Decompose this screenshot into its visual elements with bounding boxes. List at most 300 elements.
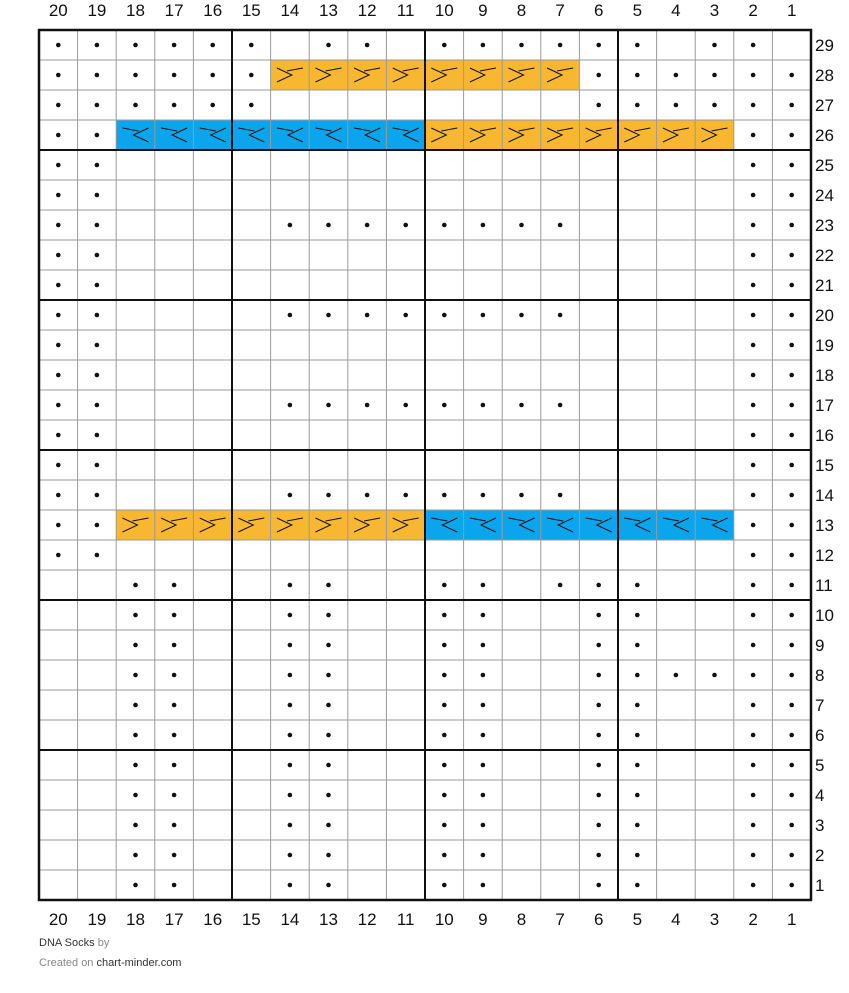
- purl-dot: [635, 643, 640, 648]
- row-label: 24: [815, 186, 834, 205]
- purl-dot: [210, 73, 215, 78]
- purl-dot: [172, 853, 177, 858]
- column-label-bottom: 6: [593, 910, 604, 929]
- cable-left-cell: [232, 120, 271, 150]
- row-label: 28: [815, 66, 834, 85]
- column-label-bottom: 11: [396, 910, 415, 929]
- purl-dot: [751, 583, 756, 588]
- purl-dot: [751, 733, 756, 738]
- purl-dot: [288, 493, 293, 498]
- purl-dot: [288, 223, 293, 228]
- created-prefix: Created on: [39, 957, 94, 969]
- row-label: 27: [815, 96, 834, 115]
- purl-dot: [481, 493, 486, 498]
- purl-dot: [56, 313, 61, 318]
- purl-dot: [56, 463, 61, 468]
- purl-dot: [95, 463, 100, 468]
- purl-dot: [326, 313, 331, 318]
- purl-dot: [596, 73, 601, 78]
- purl-dot: [95, 163, 100, 168]
- purl-dot: [789, 373, 794, 378]
- cable-right-cell: [193, 510, 232, 540]
- purl-dot: [635, 673, 640, 678]
- purl-dot: [288, 703, 293, 708]
- purl-dot: [596, 643, 601, 648]
- purl-dot: [56, 43, 61, 48]
- purl-dot: [288, 643, 293, 648]
- purl-dot: [558, 403, 563, 408]
- purl-dot: [326, 853, 331, 858]
- purl-dot: [596, 733, 601, 738]
- purl-dot: [481, 793, 486, 798]
- purl-dot: [751, 313, 756, 318]
- purl-dot: [172, 103, 177, 108]
- cable-left-cell: [386, 120, 425, 150]
- purl-dot: [519, 43, 524, 48]
- purl-dot: [442, 703, 447, 708]
- purl-dot: [751, 223, 756, 228]
- cable-left-cell: [579, 510, 618, 540]
- cable-right-cell: [464, 120, 503, 150]
- column-label-top: 11: [396, 1, 415, 20]
- purl-dot: [133, 643, 138, 648]
- row-label: 23: [815, 216, 834, 235]
- purl-dot: [712, 73, 717, 78]
- cable-right-cell: [425, 120, 464, 150]
- purl-dot: [751, 493, 756, 498]
- row-label: 25: [815, 156, 834, 175]
- cable-right-cell: [695, 120, 734, 150]
- column-label-bottom: 1: [786, 910, 797, 929]
- purl-dot: [751, 103, 756, 108]
- purl-dot: [481, 703, 486, 708]
- purl-dot: [635, 763, 640, 768]
- purl-dot: [674, 673, 679, 678]
- purl-dot: [751, 463, 756, 468]
- purl-dot: [789, 613, 794, 618]
- purl-dot: [789, 703, 794, 708]
- purl-dot: [288, 853, 293, 858]
- by-label: by: [97, 937, 110, 949]
- column-label-bottom: 15: [241, 910, 261, 929]
- column-label-bottom: 2: [748, 910, 758, 929]
- purl-dot: [596, 883, 601, 888]
- purl-dot: [326, 493, 331, 498]
- purl-dot: [442, 763, 447, 768]
- purl-dot: [172, 883, 177, 888]
- purl-dot: [326, 823, 331, 828]
- cable-right-cell: [386, 60, 425, 90]
- row-label: 29: [815, 36, 834, 55]
- purl-dot: [288, 823, 293, 828]
- row-label: 17: [815, 396, 834, 415]
- purl-dot: [596, 823, 601, 828]
- purl-dot: [288, 313, 293, 318]
- column-label-top: 7: [555, 1, 565, 20]
- purl-dot: [95, 253, 100, 258]
- row-label: 14: [815, 486, 834, 505]
- purl-dot: [789, 253, 794, 258]
- column-label-top: 4: [671, 1, 681, 20]
- purl-dot: [789, 763, 794, 768]
- purl-dot: [249, 103, 254, 108]
- purl-dot: [56, 343, 61, 348]
- purl-dot: [172, 613, 177, 618]
- column-label-top: 2: [748, 1, 758, 20]
- column-label-top: 6: [593, 1, 604, 20]
- purl-dot: [403, 223, 408, 228]
- column-label-top: 12: [357, 1, 377, 20]
- purl-dot: [95, 373, 100, 378]
- purl-dot: [365, 493, 370, 498]
- purl-dot: [172, 583, 177, 588]
- cable-left-cell: [464, 510, 503, 540]
- cable-left-cell: [502, 510, 541, 540]
- purl-dot: [789, 343, 794, 348]
- purl-dot: [789, 163, 794, 168]
- purl-dot: [442, 313, 447, 318]
- purl-dot: [133, 73, 138, 78]
- purl-dot: [789, 673, 794, 678]
- column-label-bottom: 16: [203, 910, 223, 929]
- purl-dot: [635, 823, 640, 828]
- column-label-top: 3: [709, 1, 720, 20]
- purl-dot: [326, 613, 331, 618]
- purl-dot: [56, 373, 61, 378]
- purl-dot: [635, 103, 640, 108]
- purl-dot: [288, 613, 293, 618]
- pattern-title: DNA Socks: [39, 937, 95, 949]
- purl-dot: [326, 673, 331, 678]
- purl-dot: [288, 583, 293, 588]
- purl-dot: [751, 253, 756, 258]
- cable-left-cell: [116, 120, 155, 150]
- purl-dot: [519, 493, 524, 498]
- purl-dot: [442, 673, 447, 678]
- column-label-bottom: 20: [48, 910, 68, 929]
- purl-dot: [635, 703, 640, 708]
- purl-dot: [442, 643, 447, 648]
- row-label: 15: [815, 456, 834, 475]
- purl-dot: [596, 703, 601, 708]
- purl-dot: [751, 43, 756, 48]
- purl-dot: [133, 103, 138, 108]
- cable-left-cell: [155, 120, 194, 150]
- cable-right-cell: [425, 60, 464, 90]
- cable-left-cell: [618, 510, 657, 540]
- purl-dot: [95, 43, 100, 48]
- column-label-top: 15: [241, 1, 261, 20]
- purl-dot: [519, 223, 524, 228]
- purl-dot: [326, 763, 331, 768]
- purl-dot: [635, 883, 640, 888]
- purl-dot: [95, 523, 100, 528]
- purl-dot: [56, 73, 61, 78]
- purl-dot: [442, 823, 447, 828]
- column-label-bottom: 5: [632, 910, 643, 929]
- row-label: 4: [815, 786, 825, 805]
- site-link[interactable]: chart-minder.com: [96, 957, 182, 969]
- purl-dot: [133, 883, 138, 888]
- purl-dot: [481, 43, 486, 48]
- cable-right-cell: [541, 120, 580, 150]
- purl-dot: [789, 733, 794, 738]
- purl-dot: [789, 73, 794, 78]
- column-label-bottom: 9: [478, 910, 488, 929]
- purl-dot: [481, 823, 486, 828]
- cable-left-cell: [425, 510, 464, 540]
- purl-dot: [596, 103, 601, 108]
- column-label-top: 19: [87, 1, 107, 20]
- cable-right-cell: [271, 510, 310, 540]
- row-label: 12: [815, 546, 834, 565]
- cable-right-cell: [618, 120, 657, 150]
- column-label-top: 17: [164, 1, 184, 20]
- purl-dot: [481, 223, 486, 228]
- purl-dot: [789, 583, 794, 588]
- cable-right-cell: [116, 510, 155, 540]
- column-label-bottom: 7: [555, 910, 565, 929]
- cable-right-cell: [232, 510, 271, 540]
- purl-dot: [596, 793, 601, 798]
- column-label-bottom: 18: [126, 910, 145, 929]
- column-label-top: 13: [319, 1, 338, 20]
- purl-dot: [133, 583, 138, 588]
- cable-right-cell: [348, 60, 387, 90]
- purl-dot: [326, 883, 331, 888]
- row-label: 2: [815, 846, 825, 865]
- purl-dot: [596, 583, 601, 588]
- purl-dot: [596, 763, 601, 768]
- purl-dot: [95, 493, 100, 498]
- purl-dot: [751, 673, 756, 678]
- purl-dot: [789, 283, 794, 288]
- column-label-top: 16: [203, 1, 223, 20]
- cable-left-cell: [193, 120, 232, 150]
- purl-dot: [172, 823, 177, 828]
- row-label: 16: [815, 426, 834, 445]
- purl-dot: [288, 793, 293, 798]
- purl-dot: [712, 43, 717, 48]
- purl-dot: [210, 43, 215, 48]
- purl-dot: [95, 403, 100, 408]
- purl-dot: [596, 853, 601, 858]
- column-label-bottom: 10: [434, 910, 454, 929]
- purl-dot: [519, 313, 524, 318]
- purl-dot: [635, 613, 640, 618]
- purl-dot: [519, 403, 524, 408]
- purl-dot: [712, 103, 717, 108]
- purl-dot: [365, 43, 370, 48]
- purl-dot: [635, 43, 640, 48]
- row-label: 19: [815, 336, 834, 355]
- purl-dot: [95, 313, 100, 318]
- row-label: 6: [815, 726, 825, 745]
- row-label: 22: [815, 246, 834, 265]
- purl-dot: [674, 73, 679, 78]
- purl-dot: [288, 403, 293, 408]
- purl-dot: [751, 163, 756, 168]
- cable-right-cell: [579, 120, 618, 150]
- purl-dot: [95, 193, 100, 198]
- purl-dot: [326, 223, 331, 228]
- purl-dot: [596, 613, 601, 618]
- column-label-bottom: 14: [280, 910, 300, 929]
- purl-dot: [596, 43, 601, 48]
- purl-dot: [635, 733, 640, 738]
- column-label-bottom: 19: [87, 910, 107, 929]
- column-label-top: 18: [126, 1, 145, 20]
- purl-dot: [95, 73, 100, 78]
- cable-right-cell: [309, 510, 348, 540]
- purl-dot: [789, 643, 794, 648]
- purl-dot: [56, 553, 61, 558]
- purl-dot: [133, 733, 138, 738]
- purl-dot: [558, 43, 563, 48]
- row-label: 8: [815, 666, 825, 685]
- purl-dot: [751, 283, 756, 288]
- purl-dot: [789, 853, 794, 858]
- purl-dot: [712, 673, 717, 678]
- purl-dot: [326, 403, 331, 408]
- purl-dot: [442, 853, 447, 858]
- purl-dot: [172, 43, 177, 48]
- purl-dot: [133, 613, 138, 618]
- row-label: 1: [815, 876, 825, 895]
- cable-left-cell: [657, 510, 696, 540]
- purl-dot: [249, 43, 254, 48]
- purl-dot: [56, 223, 61, 228]
- purl-dot: [751, 553, 756, 558]
- purl-dot: [56, 253, 61, 258]
- purl-dot: [481, 853, 486, 858]
- cable-left-cell: [309, 120, 348, 150]
- row-label: 20: [815, 306, 834, 325]
- chart-title-footer: [39, 937, 109, 949]
- purl-dot: [172, 733, 177, 738]
- purl-dot: [751, 433, 756, 438]
- purl-dot: [442, 43, 447, 48]
- purl-dot: [172, 73, 177, 78]
- purl-dot: [481, 403, 486, 408]
- purl-dot: [326, 733, 331, 738]
- purl-dot: [596, 673, 601, 678]
- cable-left-cell: [695, 510, 734, 540]
- purl-dot: [365, 313, 370, 318]
- purl-dot: [558, 493, 563, 498]
- purl-dot: [95, 553, 100, 558]
- purl-dot: [751, 193, 756, 198]
- purl-dot: [751, 643, 756, 648]
- purl-dot: [635, 853, 640, 858]
- purl-dot: [481, 733, 486, 738]
- column-label-bottom: 3: [709, 910, 720, 929]
- purl-dot: [789, 793, 794, 798]
- purl-dot: [442, 223, 447, 228]
- row-label: 11: [815, 576, 833, 595]
- purl-dot: [442, 493, 447, 498]
- purl-dot: [403, 493, 408, 498]
- purl-dot: [56, 133, 61, 138]
- purl-dot: [288, 883, 293, 888]
- purl-dot: [442, 613, 447, 618]
- purl-dot: [210, 103, 215, 108]
- column-label-bottom: 13: [319, 910, 338, 929]
- purl-dot: [249, 73, 254, 78]
- cable-left-cell: [541, 510, 580, 540]
- purl-dot: [789, 223, 794, 228]
- purl-dot: [288, 733, 293, 738]
- purl-dot: [789, 133, 794, 138]
- purl-dot: [133, 853, 138, 858]
- purl-dot: [442, 583, 447, 588]
- purl-dot: [133, 673, 138, 678]
- column-label-bottom: 12: [357, 910, 377, 929]
- purl-dot: [56, 403, 61, 408]
- purl-dot: [751, 523, 756, 528]
- cable-right-cell: [464, 60, 503, 90]
- cable-right-cell: [155, 510, 194, 540]
- purl-dot: [481, 613, 486, 618]
- purl-dot: [172, 673, 177, 678]
- purl-dot: [403, 403, 408, 408]
- purl-dot: [481, 883, 486, 888]
- cable-right-cell: [502, 120, 541, 150]
- column-label-top: 14: [280, 1, 300, 20]
- column-label-bottom: 4: [671, 910, 681, 929]
- purl-dot: [95, 283, 100, 288]
- purl-dot: [481, 583, 486, 588]
- purl-dot: [481, 673, 486, 678]
- column-label-top: 9: [478, 1, 488, 20]
- purl-dot: [56, 103, 61, 108]
- cable-right-cell: [309, 60, 348, 90]
- cable-right-cell: [348, 510, 387, 540]
- cable-left-cell: [271, 120, 310, 150]
- purl-dot: [751, 793, 756, 798]
- purl-dot: [288, 763, 293, 768]
- purl-dot: [326, 43, 331, 48]
- purl-dot: [133, 823, 138, 828]
- cable-left-cell: [348, 120, 387, 150]
- row-label: 21: [815, 276, 834, 295]
- purl-dot: [95, 433, 100, 438]
- purl-dot: [326, 703, 331, 708]
- purl-dot: [635, 73, 640, 78]
- purl-dot: [751, 133, 756, 138]
- purl-dot: [751, 373, 756, 378]
- column-label-top: 1: [786, 1, 797, 20]
- purl-dot: [326, 643, 331, 648]
- row-label: 18: [815, 366, 834, 385]
- purl-dot: [288, 673, 293, 678]
- purl-dot: [365, 223, 370, 228]
- purl-dot: [95, 133, 100, 138]
- purl-dot: [789, 433, 794, 438]
- column-label-top: 20: [48, 1, 68, 20]
- purl-dot: [442, 733, 447, 738]
- column-label-top: 5: [632, 1, 643, 20]
- purl-dot: [326, 583, 331, 588]
- cable-right-cell: [541, 60, 580, 90]
- cable-right-cell: [502, 60, 541, 90]
- row-label: 5: [815, 756, 825, 775]
- purl-dot: [95, 343, 100, 348]
- purl-dot: [326, 793, 331, 798]
- purl-dot: [133, 703, 138, 708]
- purl-dot: [172, 763, 177, 768]
- purl-dot: [56, 493, 61, 498]
